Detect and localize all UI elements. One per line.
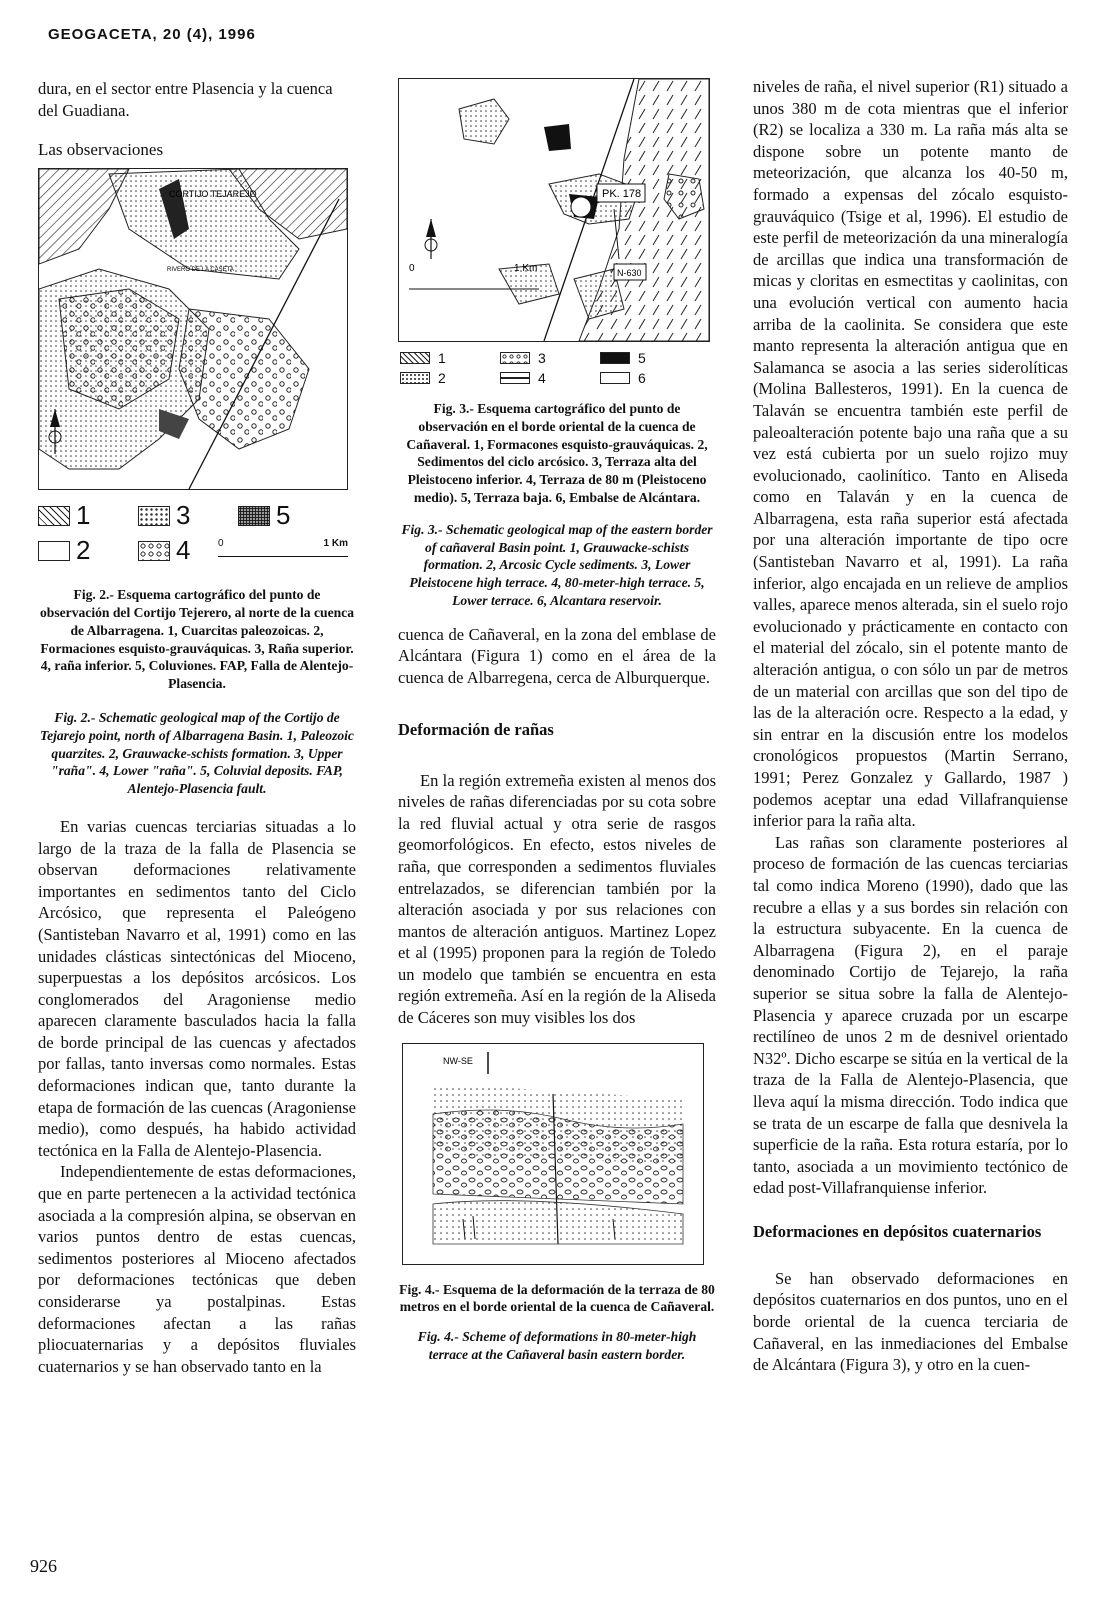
fig3-legend-num: 5 [638,350,646,366]
fig2-legend-item-3 [138,500,238,531]
body-paragraph-2: Independientemente de estas deformaciones, que en parte pertenecen a la actividad tectónica asociada a la compresión alpina, se observan en varios puntos dentro de estas cuencas, sedimentos posteriores al Mioceno afectados por deformaciones tectónicas que deben considerarse ya postalpinas. Estas deformaciones afectan a las rañas pliocuaternarias y a depósitos fluviales cuaternarios y se han observado tanto en la [38,1162,356,1376]
fig2-legend-swatch [138,541,170,561]
figure-3-caption-en: Fig. 3.- Schematic geological map of the eastern border of cañaveral Basin point. 1, Grauwacke-schists formation. 2, Arcosic Cycle sediments. 3, Lower Pleistocene high terrace. 4, 80-meter-high terrace. 5, Lower terrace. 6, Alcantara reservoir. [401,521,713,608]
fig3-label-pk: PK. 178 [602,188,642,200]
body-paragraph-ranas: En la región extremeña existen al menos dos niveles de rañas diferenciadas por su cota sobre la red fluvial actual y otra serie de rasgos geomorfológicos. En efecto, estos niveles de raña, que corresponden a sedimentos fluviales entrelazados, se diferencian también por la alteración asociada y por sus relaciones con mantos de alteración antiguos. Martinez Lopez et al (1995) proponen para la región de Toledo un modelo que también se encuentra en esta región extremeña. Así en la región de la Aliseda de Cáceres son muy visibles los dos [398,770,716,1028]
figure-3-svg [399,79,709,341]
fig3-legend-num: 3 [538,350,546,366]
column-3 [753,76,1068,1376]
column-1 [38,78,356,1377]
figure-4-caption-en: Fig. 4.- Scheme of deformations in 80-meter-high terrace at the Cañaveral basin eastern border. [417,1329,697,1363]
body-paragraph-1: En varias cuencas terciarias situadas a lo largo de la traza de la falla de Plasencia se observan deformaciones relativamente importantes en sedimentos tanto del Ciclo Arcósico, que representa el Paleógeno (Santisteban Navarro et al, 1991) como en las unidades clásticas sintectónicas del Mioceno, superpuestas a los depósitos arcósicos. Los conglomerados del Aragoniense medio aparecen claramente basculados hacia la falla de borde principal de las cuencas y afectados por fallas, tanto inversas como normales. Estas deformaciones indican que, tanto durante la etapa de formación de las cuencas (Aragoniense medio), como después, ha habido actividad tectónica en la Falla de Alentejo-Plasencia. [38,816,356,1160]
fig2-scale-start: 0 [218,537,224,549]
fig2-legend-num: 1 [76,500,91,531]
journal-header: GEOGACETA, 20 (4), 1996 [48,26,256,43]
fig3-legend-num: 1 [438,350,446,366]
fig2-scale-line [218,556,348,557]
fig3-legend-num: 2 [438,370,446,386]
fig3-legend-swatch [400,352,430,364]
intro-paragraph: dura, en el sector entre Plasencia y la cuenca del Guadiana. [38,79,333,120]
fig3-scale-end: 1 Km [514,263,538,274]
fig3-legend-item-6 [600,370,670,386]
figure-3-legend [400,350,670,386]
fig2-legend-num: 5 [276,500,291,531]
fig3-legend-item-3 [500,350,600,366]
figure-2-caption-es: Fig. 2.- Esquema cartográfico del punto de observación del Cortijo Tejerero, al norte de la cuenca de Albarragena. 1, Cuarcitas paleozoicas. 2, Formaciones esquisto-grauváquicas. 3, Raña superior. 4, raña inferior. 5, Coluviones. FAP, Falla de Alentejo-Plasencia. [40,587,354,692]
figure-2-caption-en: Fig. 2.- Schematic geological map of the Cortijo de Tejarejo point, north of Albarragena Basin. 1, Paleozoic quarzites. 2, Grauwacke-schists formation. 3, Upper "raña". 4, Lower "raña". 5, Coluvial deposits. FAP, Alentejo-Plasencia fault. [40,709,354,797]
section-heading-cuaternarios: Deformaciones en depósitos cuaternarios [753,1221,1042,1241]
fig2-legend-swatch [138,506,170,526]
body-paragraph-cuaternarios: Se han observado deformaciones en depósitos cuaternarios en dos puntos, uno en el borde oriental de la cuenca terciaria de Cañaveral, en las inmediaciones del Embalse de Alcántara (Figura 3), y otro en la cuen- [753,1268,1068,1375]
fig2-scale-end: 1 Km [323,537,348,549]
fig3-legend-swatch [500,352,530,364]
fig3-scale-start: 0 [409,263,415,274]
body-paragraph-niveles: niveles de raña, el nivel superior (R1) situado a unos 380 m de cota mientras que el inferior (R2) se localiza a 330 m. La raña más alta se dispone sobre un potente manto de meteorización, que alcanza los 40-50 m, formado a expensas del zócalo esquisto-grauváquico (Tsige et al, 1996). El estudio de este perfil de meteorización da una mineralogía de arcillas que indica una transformación de micas y cloritas en esmectitas y caolinitas, con una evolución vertical con aumento hacia arriba de la caolinita. Se considera que este manto representa la alteración antigua que en Salamanca se asocia a las series siderolíticas (Molina Ballesteros, 1991). En la cuenca de Talaván se encuentra también este perfil de paleoalteración potente bajo una raña que a su vez está cubierta por un suelo rojizo muy evolucionado, caolinítico. Tanto en Aliseda como en Talaván y en la cuenca de Albarragena, esta raña superior está afectada por una alteración importante de tipo ocre (Santisteban Navarro et al, 1991). La raña inferior, algo encajada en un relieve de amplios valles, aparece menos alterada, sin el suelo rojo evolucionado y prácticamente en contacto con el material del zócalo, sin el potente manto de alteración antigua, o con sólo un par de metros de un material con arcillas que son del tipo de las de la alteración ocre. Respecto a la edad, y sin entrar en la discusión entre los modelos cronológicos propuestos (Martin Serrano, 1991; Perez Gonzalez y Gallardo, 1987 ) podemos aceptar una edad Villafranquiense inferior para la raña alta. [753,77,1068,831]
body-paragraph-posteriores: Las rañas son claramente posteriores al proceso de formación de las cuencas terciarias tal como indica Moreno (1990), dado que las recubre a ellas y a sus bordes sin relación con la estructura subyacente. En la cuenca de Albarragena (Figura 2), en el paraje denominado Cortijo de Tejarejo, la raña superior se situa sobre la falla de Alentejo-Plasencia y aparece cruzada por un escarpe rectilíneo de unos 2 m de desnivel orientado N32º. Dicho escarpe se sitúa en la vertical de la traza de la Falla de Alentejo-Plasencia, que lleva aquí la misma dirección. Todo indica que se trata de un escarpe de falla que desnivela la superficie de la raña. Esta rotura estaría, por lo tanto, asociada a un movimiento tectónico de edad post-Villafranquiense inferior. [753,832,1068,1198]
fig2-legend-item-5 [238,500,338,531]
fig2-legend-swatch [38,541,70,561]
figure-2-map [38,168,348,490]
fig2-legend-swatch [238,506,270,526]
fig3-legend-item-1 [400,350,500,366]
figure-4-svg [403,1044,703,1264]
fig2-legend-num: 4 [176,535,191,566]
fig3-legend-swatch [400,372,430,384]
fig3-legend-num: 6 [638,370,646,386]
fig3-legend-item-4 [500,370,600,386]
fig3-legend-item-2 [400,370,500,386]
fig2-legend-item-1 [38,500,138,531]
fig2-legend-num: 3 [176,500,191,531]
fig3-legend-swatch [600,372,630,384]
fig2-label-rivero: RIVERO DE LA CASETA [167,267,234,274]
section-heading-deformacion-ranas: Deformación de rañas [398,719,554,739]
figure-3-caption-es: Fig. 3.- Esquema cartográfico del punto de observación en el borde oriental de la cuenca de Cañaveral. 1, Formacones esquisto-grauváquicas. 2, Sedimentos del ciclo arcósico. 3, Terraza alta del Pleistoceno inferior. 4, Terraza de 80 m (Pleistoceno medio). 5, Terraza baja. 6, Embalse de Alcántara. [406,401,708,505]
fig3-legend-num: 4 [538,370,546,386]
fig2-legend-item-2 [38,535,138,566]
fig2-scale-bar [218,538,348,564]
continued-paragraph: cuenca de Cañaveral, en la zona del emblase de Alcántara (Figura 1) como en el área de la cuenca de Albarregena, cerca de Alburquerque. [398,624,716,687]
fig3-label-road: N-630 [617,268,642,278]
figure-2-legend [38,500,356,566]
page-number: 926 [30,1556,57,1576]
fig3-legend-swatch [500,372,530,384]
column-2 [398,78,716,1364]
figure-4-caption-es: Fig. 4.- Esquema de la deformación de la terraza de 80 metros en el borde oriental de la cuenca de Cañaveral. [399,1281,715,1315]
fig4-label-orientation: NW-SE [443,1055,473,1066]
fig2-legend-swatch [38,506,70,526]
figure-3-map [398,78,710,342]
section-heading-observaciones: Las observaciones [38,140,164,160]
fig2-legend-num: 2 [76,535,91,566]
fig2-label-cortijo: CORTIJO TEJAREJO [169,189,257,200]
figure-4-sketch [402,1043,704,1265]
fig3-legend-swatch [600,352,630,364]
fig2-legend-item-4 [138,535,218,566]
fig3-legend-item-5 [600,350,670,366]
figure-2-svg [39,169,347,489]
